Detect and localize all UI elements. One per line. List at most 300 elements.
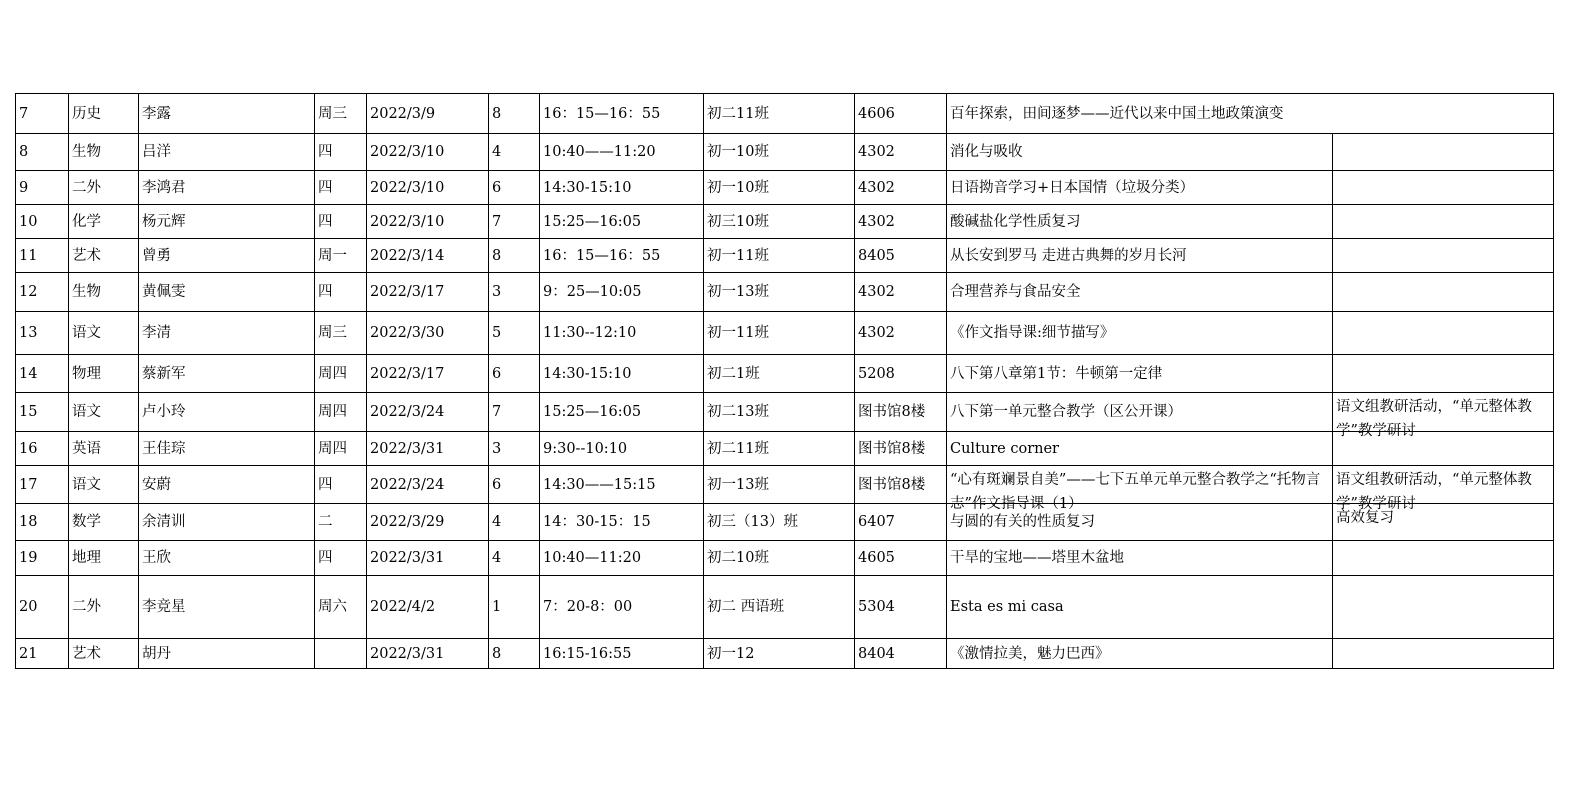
time-cell-text: 16:15-16:55 bbox=[543, 645, 632, 662]
subject-cell bbox=[69, 171, 139, 205]
row-number-text: 19 bbox=[19, 550, 38, 566]
date-cell bbox=[367, 94, 489, 134]
teacher-cell bbox=[139, 541, 315, 576]
date-cell-text: 2022/3/17 bbox=[370, 365, 445, 382]
schedule-sheet bbox=[15, 93, 1554, 669]
date-cell-text: 2022/3/10 bbox=[370, 179, 445, 196]
topic-cell-text: 《激情拉美，魅力巴西》 bbox=[950, 645, 1110, 662]
weekday-cell bbox=[315, 134, 367, 171]
time-cell-text: 15:25—16:05 bbox=[543, 213, 642, 230]
room-cell bbox=[855, 393, 947, 432]
teacher-cell bbox=[139, 94, 315, 134]
room-cell-text: 图书馆8楼 bbox=[858, 440, 926, 457]
time-cell-text: 7：20-8：00 bbox=[543, 599, 633, 615]
subject-cell bbox=[69, 239, 139, 273]
date-cell-text: 2022/3/10 bbox=[370, 213, 445, 230]
note-cell-text: 语文组教研活动，“单元整体教学”教学研讨 bbox=[1336, 472, 1532, 512]
room-cell-text: 图书馆8楼 bbox=[858, 476, 926, 493]
weekday-cell bbox=[315, 312, 367, 355]
room-cell-text: 4302 bbox=[858, 213, 895, 230]
row-number-text: 11 bbox=[19, 247, 38, 264]
class-cell-text: 初一11班 bbox=[707, 247, 769, 264]
period-cell-text: 4 bbox=[492, 144, 502, 160]
note-cell bbox=[1333, 94, 1554, 134]
time-cell bbox=[540, 134, 704, 171]
note-cell bbox=[1333, 576, 1554, 639]
time-cell bbox=[540, 504, 704, 541]
teacher-cell bbox=[139, 171, 315, 205]
table-row bbox=[16, 504, 1554, 541]
time-cell-text: 15:25—16:05 bbox=[543, 404, 642, 420]
teacher-cell-text: 余清训 bbox=[142, 514, 186, 530]
period-cell bbox=[489, 576, 540, 639]
period-cell bbox=[489, 94, 540, 134]
time-cell bbox=[540, 239, 704, 273]
teacher-cell-text: 李清 bbox=[142, 325, 171, 341]
period-cell bbox=[489, 171, 540, 205]
time-cell bbox=[540, 541, 704, 576]
weekday-cell-text: 周四 bbox=[318, 440, 347, 457]
teacher-cell bbox=[139, 273, 315, 312]
table-row bbox=[16, 576, 1554, 639]
note-cell bbox=[1333, 466, 1554, 512]
subject-cell-text: 生物 bbox=[72, 284, 101, 300]
row-number-text: 15 bbox=[19, 404, 38, 420]
period-cell bbox=[489, 639, 540, 669]
subject-cell-text: 英语 bbox=[72, 440, 101, 457]
topic-cell-text: “心有斑斓景自美”——七下五单元单元整合教学之“托物言志”作文指导课（1） bbox=[950, 472, 1321, 512]
class-cell bbox=[704, 639, 855, 669]
time-cell-text: 9:30--10:10 bbox=[543, 440, 628, 457]
subject-cell bbox=[69, 205, 139, 239]
topic-cell-text: 百年探索，田间逐梦——近代以来中国土地政策演变 bbox=[950, 105, 1284, 122]
room-cell bbox=[855, 432, 947, 466]
topic-cell bbox=[947, 541, 1333, 576]
weekday-cell-text: 四 bbox=[318, 550, 333, 566]
date-cell-text: 2022/4/2 bbox=[370, 599, 436, 615]
topic-cell-text: 从长安到罗马 走进古典舞的岁月长河 bbox=[950, 247, 1187, 264]
date-cell-text: 2022/3/9 bbox=[370, 105, 436, 122]
note-cell-text: 高效复习 bbox=[1336, 510, 1394, 526]
date-cell bbox=[367, 432, 489, 466]
room-cell bbox=[855, 134, 947, 171]
period-cell bbox=[489, 205, 540, 239]
teacher-cell-text: 安蔚 bbox=[142, 476, 171, 493]
row-number bbox=[16, 94, 69, 134]
teacher-cell bbox=[139, 205, 315, 239]
row-number bbox=[16, 466, 69, 504]
weekday-cell-text: 四 bbox=[318, 144, 333, 160]
time-cell-text: 9：25—10:05 bbox=[543, 284, 642, 300]
weekday-cell bbox=[315, 432, 367, 466]
time-cell-text: 14:30-15:10 bbox=[543, 179, 632, 196]
period-cell-text: 3 bbox=[492, 440, 502, 457]
time-cell-text: 10:40——11:20 bbox=[543, 144, 656, 160]
teacher-cell-text: 卢小玲 bbox=[142, 404, 186, 420]
room-cell bbox=[855, 239, 947, 273]
date-cell bbox=[367, 171, 489, 205]
subject-cell bbox=[69, 504, 139, 541]
period-cell bbox=[489, 239, 540, 273]
room-cell-text: 4302 bbox=[858, 144, 895, 160]
row-number-text: 13 bbox=[19, 325, 38, 341]
topic-cell-text: Culture corner bbox=[950, 440, 1059, 457]
note-cell bbox=[1333, 312, 1554, 355]
row-number-text: 10 bbox=[19, 213, 38, 230]
subject-cell bbox=[69, 273, 139, 312]
subject-cell bbox=[69, 466, 139, 504]
subject-cell-text: 地理 bbox=[72, 550, 101, 566]
subject-cell-text: 艺术 bbox=[72, 247, 101, 264]
period-cell-text: 6 bbox=[492, 179, 502, 196]
room-cell bbox=[855, 171, 947, 205]
date-cell bbox=[367, 273, 489, 312]
period-cell-text: 6 bbox=[492, 365, 502, 382]
row-number-text: 17 bbox=[19, 476, 38, 493]
date-cell-text: 2022/3/17 bbox=[370, 284, 445, 300]
weekday-cell-text: 周四 bbox=[318, 404, 347, 420]
row-number-text: 7 bbox=[19, 105, 29, 122]
teacher-cell bbox=[139, 312, 315, 355]
weekday-cell-text: 周一 bbox=[318, 247, 347, 264]
topic-cell bbox=[947, 239, 1333, 273]
teacher-cell bbox=[139, 576, 315, 639]
time-cell bbox=[540, 432, 704, 466]
weekday-cell-text: 四 bbox=[318, 179, 333, 196]
date-cell-text: 2022/3/14 bbox=[370, 247, 445, 264]
class-cell bbox=[704, 541, 855, 576]
weekday-cell-text: 四 bbox=[318, 284, 333, 300]
row-number-text: 8 bbox=[19, 144, 29, 160]
teacher-cell-text: 王欣 bbox=[142, 550, 171, 566]
teacher-cell-text: 李鸿君 bbox=[142, 179, 186, 196]
date-cell-text: 2022/3/31 bbox=[370, 645, 445, 662]
row-number bbox=[16, 576, 69, 639]
date-cell bbox=[367, 639, 489, 669]
room-cell-text: 5304 bbox=[858, 599, 895, 615]
teacher-cell bbox=[139, 355, 315, 393]
subject-cell bbox=[69, 134, 139, 171]
class-cell-text: 初二 西语班 bbox=[707, 599, 785, 615]
row-number-text: 9 bbox=[19, 179, 29, 196]
room-cell bbox=[855, 205, 947, 239]
subject-cell-text: 二外 bbox=[72, 599, 101, 615]
class-cell-text: 初二13班 bbox=[707, 404, 769, 420]
subject-cell-text: 数学 bbox=[72, 514, 101, 530]
topic-cell bbox=[947, 576, 1333, 639]
table-row bbox=[16, 466, 1554, 504]
time-cell-text: 16：15—16：55 bbox=[543, 247, 661, 264]
table-row bbox=[16, 94, 1554, 134]
schedule-table bbox=[15, 93, 1554, 669]
teacher-cell-text: 杨元辉 bbox=[142, 213, 186, 230]
period-cell bbox=[489, 504, 540, 541]
table-row bbox=[16, 355, 1554, 393]
time-cell-text: 14:30-15:10 bbox=[543, 365, 632, 382]
weekday-cell bbox=[315, 355, 367, 393]
date-cell-text: 2022/3/10 bbox=[370, 144, 445, 160]
weekday-cell-text: 周三 bbox=[318, 325, 347, 341]
period-cell-text: 8 bbox=[492, 645, 502, 662]
row-number bbox=[16, 541, 69, 576]
topic-cell bbox=[947, 273, 1333, 312]
room-cell bbox=[855, 94, 947, 134]
time-cell-text: 14:30——15:15 bbox=[543, 476, 656, 493]
weekday-cell-text: 二 bbox=[318, 514, 333, 530]
table-row bbox=[16, 432, 1554, 466]
room-cell-text: 4605 bbox=[858, 550, 895, 566]
room-cell-text: 6407 bbox=[858, 514, 895, 530]
class-cell bbox=[704, 576, 855, 639]
topic-cell-text: 八下第一单元整合教学（区公开课） bbox=[950, 404, 1182, 420]
note-cell bbox=[1333, 639, 1554, 669]
subject-cell-text: 语文 bbox=[72, 476, 101, 493]
row-number bbox=[16, 312, 69, 355]
date-cell bbox=[367, 134, 489, 171]
teacher-cell bbox=[139, 504, 315, 541]
class-cell-text: 初三10班 bbox=[707, 213, 769, 230]
class-cell bbox=[704, 273, 855, 312]
row-number-text: 12 bbox=[19, 284, 38, 300]
class-cell bbox=[704, 205, 855, 239]
room-cell-text: 4302 bbox=[858, 284, 895, 300]
period-cell bbox=[489, 355, 540, 393]
note-cell bbox=[1333, 205, 1554, 239]
teacher-cell bbox=[139, 239, 315, 273]
room-cell-text: 4302 bbox=[858, 325, 895, 341]
subject-cell bbox=[69, 541, 139, 576]
weekday-cell-text: 周六 bbox=[318, 599, 347, 615]
subject-cell-text: 二外 bbox=[72, 179, 101, 196]
note-cell bbox=[1333, 273, 1554, 312]
teacher-cell-text: 吕洋 bbox=[142, 144, 171, 160]
table-row bbox=[16, 541, 1554, 576]
table-row bbox=[16, 205, 1554, 239]
teacher-cell bbox=[139, 466, 315, 504]
class-cell bbox=[704, 466, 855, 504]
time-cell bbox=[540, 312, 704, 355]
date-cell-text: 2022/3/31 bbox=[370, 550, 445, 566]
class-cell bbox=[704, 393, 855, 432]
subject-cell bbox=[69, 576, 139, 639]
row-number-text: 16 bbox=[19, 440, 38, 457]
date-cell-text: 2022/3/24 bbox=[370, 404, 445, 420]
weekday-cell bbox=[315, 205, 367, 239]
weekday-cell-text: 四 bbox=[318, 476, 333, 493]
teacher-cell-text: 王佳琮 bbox=[142, 440, 186, 457]
note-cell bbox=[1333, 504, 1554, 541]
subject-cell-text: 语文 bbox=[72, 404, 101, 420]
room-cell bbox=[855, 541, 947, 576]
time-cell bbox=[540, 205, 704, 239]
room-cell-text: 8404 bbox=[858, 645, 895, 662]
class-cell bbox=[704, 134, 855, 171]
row-number bbox=[16, 171, 69, 205]
topic-cell-text: 合理营养与食品安全 bbox=[950, 284, 1081, 300]
weekday-cell bbox=[315, 576, 367, 639]
weekday-cell-text: 周三 bbox=[318, 105, 347, 122]
topic-cell bbox=[947, 355, 1333, 393]
note-cell bbox=[1333, 239, 1554, 273]
room-cell bbox=[855, 576, 947, 639]
time-cell bbox=[540, 576, 704, 639]
weekday-cell bbox=[315, 273, 367, 312]
class-cell bbox=[704, 239, 855, 273]
class-cell-text: 初二10班 bbox=[707, 550, 769, 566]
date-cell bbox=[367, 393, 489, 432]
time-cell-text: 16：15—16：55 bbox=[543, 105, 661, 122]
date-cell-text: 2022/3/29 bbox=[370, 514, 445, 530]
room-cell bbox=[855, 312, 947, 355]
class-cell-text: 初一12 bbox=[707, 645, 755, 662]
teacher-cell bbox=[139, 639, 315, 669]
row-number bbox=[16, 205, 69, 239]
date-cell-text: 2022/3/24 bbox=[370, 476, 445, 493]
class-cell-text: 初一10班 bbox=[707, 179, 769, 196]
class-cell bbox=[704, 171, 855, 205]
row-number-text: 21 bbox=[19, 645, 38, 662]
teacher-cell-text: 李竞星 bbox=[142, 599, 186, 615]
teacher-cell bbox=[139, 393, 315, 432]
subject-cell-text: 历史 bbox=[72, 105, 101, 122]
subject-cell bbox=[69, 94, 139, 134]
note-cell-text: 语文组教研活动，“单元整体教学”教学研讨 bbox=[1336, 399, 1532, 439]
teacher-cell-text: 胡丹 bbox=[142, 645, 171, 662]
topic-cell-text: 酸碱盐化学性质复习 bbox=[950, 213, 1081, 230]
class-cell bbox=[704, 94, 855, 134]
period-cell-text: 4 bbox=[492, 550, 502, 566]
table-row bbox=[16, 273, 1554, 312]
table-row bbox=[16, 393, 1554, 432]
date-cell-text: 2022/3/31 bbox=[370, 440, 445, 457]
weekday-cell bbox=[315, 504, 367, 541]
class-cell-text: 初三（13）班 bbox=[707, 514, 798, 530]
row-number bbox=[16, 393, 69, 432]
weekday-cell bbox=[315, 466, 367, 504]
weekday-cell-text: 周四 bbox=[318, 365, 347, 382]
time-cell bbox=[540, 466, 704, 504]
row-number-text: 18 bbox=[19, 514, 38, 530]
subject-cell bbox=[69, 393, 139, 432]
subject-cell-text: 生物 bbox=[72, 144, 101, 160]
class-cell-text: 初一11班 bbox=[707, 325, 769, 341]
period-cell-text: 8 bbox=[492, 105, 502, 122]
topic-cell bbox=[947, 432, 1333, 466]
room-cell bbox=[855, 273, 947, 312]
subject-cell-text: 化学 bbox=[72, 213, 101, 230]
period-cell bbox=[489, 432, 540, 466]
row-number bbox=[16, 134, 69, 171]
period-cell-text: 1 bbox=[492, 599, 502, 615]
topic-cell bbox=[947, 312, 1333, 355]
period-cell-text: 8 bbox=[492, 247, 502, 264]
time-cell bbox=[540, 393, 704, 432]
time-cell bbox=[540, 94, 704, 134]
note-cell bbox=[1333, 171, 1554, 205]
table-row bbox=[16, 312, 1554, 355]
weekday-cell bbox=[315, 541, 367, 576]
table-row bbox=[16, 134, 1554, 171]
room-cell-text: 5208 bbox=[858, 365, 895, 382]
period-cell-text: 7 bbox=[492, 213, 502, 230]
period-cell bbox=[489, 393, 540, 432]
row-number-text: 20 bbox=[19, 599, 38, 615]
table-row bbox=[16, 171, 1554, 205]
period-cell-text: 5 bbox=[492, 325, 502, 341]
topic-cell bbox=[947, 466, 1333, 512]
subject-cell-text: 物理 bbox=[72, 365, 101, 382]
class-cell-text: 初二1班 bbox=[707, 365, 760, 382]
date-cell bbox=[367, 466, 489, 504]
weekday-cell bbox=[315, 239, 367, 273]
weekday-cell bbox=[315, 171, 367, 205]
topic-cell bbox=[947, 171, 1333, 205]
period-cell bbox=[489, 134, 540, 171]
time-cell bbox=[540, 273, 704, 312]
room-cell bbox=[855, 639, 947, 669]
note-cell bbox=[1333, 134, 1554, 171]
teacher-cell bbox=[139, 432, 315, 466]
class-cell-text: 初一10班 bbox=[707, 144, 769, 160]
subject-cell-text: 艺术 bbox=[72, 645, 101, 662]
time-cell-text: 14：30-15：15 bbox=[543, 514, 651, 530]
class-cell-text: 初一13班 bbox=[707, 476, 769, 493]
room-cell-text: 4606 bbox=[858, 105, 895, 122]
class-cell-text: 初一13班 bbox=[707, 284, 769, 300]
subject-cell bbox=[69, 312, 139, 355]
date-cell bbox=[367, 239, 489, 273]
period-cell bbox=[489, 466, 540, 504]
time-cell-text: 11:30--12:10 bbox=[543, 325, 637, 341]
topic-cell bbox=[947, 134, 1333, 171]
subject-cell-text: 语文 bbox=[72, 325, 101, 341]
table-body bbox=[16, 94, 1554, 669]
class-cell bbox=[704, 504, 855, 541]
weekday-cell-text: 四 bbox=[318, 213, 333, 230]
class-cell bbox=[704, 432, 855, 466]
room-cell bbox=[855, 466, 947, 504]
class-cell bbox=[704, 312, 855, 355]
topic-cell bbox=[947, 94, 1333, 134]
weekday-cell bbox=[315, 94, 367, 134]
table-row bbox=[16, 639, 1554, 669]
date-cell-text: 2022/3/30 bbox=[370, 325, 445, 341]
weekday-cell bbox=[315, 639, 367, 669]
teacher-cell-text: 李露 bbox=[142, 105, 171, 122]
row-number bbox=[16, 239, 69, 273]
date-cell bbox=[367, 205, 489, 239]
period-cell bbox=[489, 273, 540, 312]
teacher-cell-text: 曾勇 bbox=[142, 247, 171, 264]
subject-cell bbox=[69, 432, 139, 466]
time-cell bbox=[540, 355, 704, 393]
room-cell-text: 8405 bbox=[858, 247, 895, 264]
topic-cell-text: 消化与吸收 bbox=[950, 144, 1023, 160]
row-number bbox=[16, 273, 69, 312]
teacher-cell-text: 黄佩雯 bbox=[142, 284, 186, 300]
time-cell bbox=[540, 639, 704, 669]
period-cell-text: 4 bbox=[492, 514, 502, 530]
topic-cell bbox=[947, 639, 1333, 669]
topic-cell bbox=[947, 205, 1333, 239]
room-cell-text: 图书馆8楼 bbox=[858, 404, 926, 420]
class-cell-text: 初二11班 bbox=[707, 105, 769, 122]
period-cell bbox=[489, 541, 540, 576]
date-cell bbox=[367, 312, 489, 355]
row-number bbox=[16, 432, 69, 466]
period-cell bbox=[489, 312, 540, 355]
class-cell bbox=[704, 355, 855, 393]
